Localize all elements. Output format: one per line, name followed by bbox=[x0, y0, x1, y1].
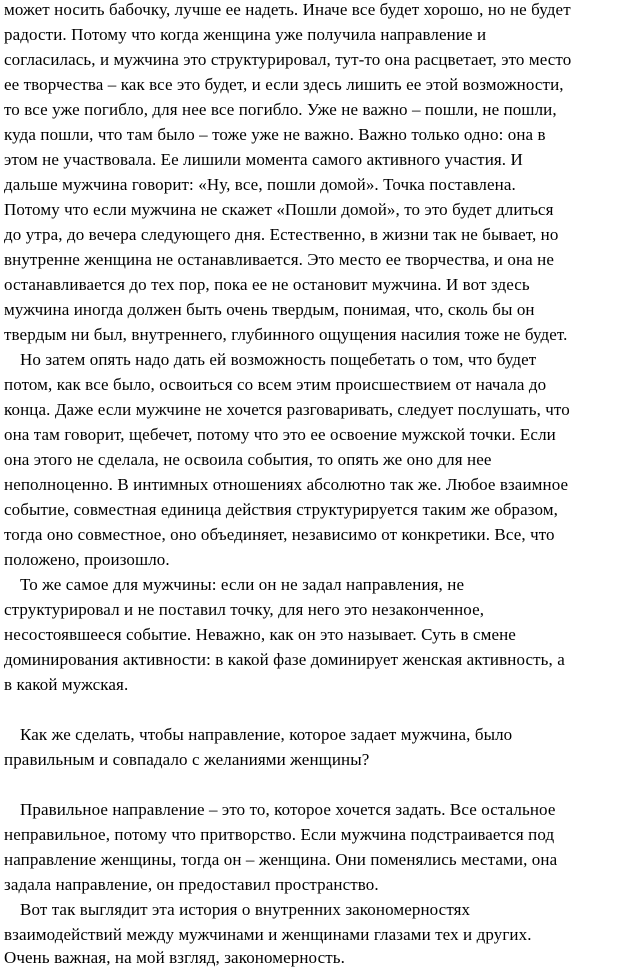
text-line: положено, произошло. bbox=[4, 550, 170, 569]
text-line: взаимодействий между мужчинами и женщинами глазами тех и других. bbox=[4, 925, 532, 944]
text-line: Потому что если мужчина не скажет «Пошли домой», то это будет длиться bbox=[4, 200, 554, 219]
question-line: правильным и совпадало с желаниями женщины? bbox=[4, 750, 370, 769]
text-line: конца. Даже если мужчине не хочется разговаривать, следует послушать, что bbox=[4, 400, 570, 419]
text-line: Очень важная, на мой взгляд, закономерность. bbox=[4, 948, 345, 967]
question-line: Как же сделать, чтобы направление, которое задает мужчина, было bbox=[20, 725, 513, 744]
text-line: дальше мужчина говорит: «Ну, все, пошли домой». Точка поставлена. bbox=[4, 175, 516, 194]
paragraph-first-line: Вот так выглядит эта история о внутренних закономерностях bbox=[20, 900, 471, 919]
text-line: несостоявшееся событие. Неважно, как он это называет. Суть в смене bbox=[4, 625, 516, 644]
text-line: в какой мужская. bbox=[4, 675, 129, 694]
text-line: она там говорит, щебечет, потому что это ее освоение мужской точки. Если bbox=[4, 425, 556, 444]
text-line: задала направление, он предоставил пространство. bbox=[4, 875, 379, 894]
text-line: событие, совместная единица действия структурируется таким же образом, bbox=[4, 500, 559, 519]
paragraph-first-line: Правильное направление – это то, которое хочется задать. Все остальное bbox=[20, 800, 556, 819]
text-line: может носить бабочку, лучше ее надеть. Иначе все будет хорошо, но не будет bbox=[4, 0, 571, 19]
text-line: куда пошли, что там было – тоже уже не важно. Важно только одно: она в bbox=[4, 125, 546, 144]
text-line: твердым ни был, внутреннего, глубинного ощущения насилия тоже не будет. bbox=[4, 325, 568, 344]
text-line: она этого не сделала, не освоила события, то опять же оно для нее bbox=[4, 450, 492, 469]
text-line: ее творчества – как все это будет, и если здесь лишить ее этой возможности, bbox=[4, 75, 564, 94]
text-line: мужчина иногда должен быть очень твердым, понимая, что, сколь бы он bbox=[4, 300, 535, 319]
text-line: тогда оно совместное, оно объединяет, независимо от конкретики. Все, что bbox=[4, 525, 555, 544]
text-line: неправильное, потому что притворство. Если мужчина подстраивается под bbox=[4, 825, 555, 844]
text-line: этом не участвовала. Ее лишили момента самого активного участия. И bbox=[4, 150, 523, 169]
text-line: потом, как все было, освоиться со всем этим происшествием от начала до bbox=[4, 375, 547, 394]
text-line: структурировал и не поставил точку, для него это незаконченное, bbox=[4, 600, 485, 619]
paragraph-first-line: Но затем опять надо дать ей возможность пощебетать о том, что будет bbox=[20, 350, 537, 369]
text-line: доминирования активности: в какой фазе доминирует женская активность, а bbox=[4, 650, 565, 669]
text-line: внутренне женщина не останавливается. Это место ее творчества, и она не bbox=[4, 250, 554, 269]
text-line: радости. Потому что когда женщина уже получила направление и bbox=[4, 25, 487, 44]
paragraph-first-line: То же самое для мужчины: если он не задал направления, не bbox=[20, 575, 465, 594]
text-line: неполноценно. В интимных отношениях абсолютно так же. Любое взаимное bbox=[4, 475, 569, 494]
text-line: согласилась, и мужчина это структурировал, тут-то она расцветает, это место bbox=[4, 50, 572, 69]
text-line: останавливается до тех пор, пока ее не остановит мужчина. И вот здесь bbox=[4, 275, 530, 294]
text-line: до утра, до вечера следующего дня. Естественно, в жизни так не бывает, но bbox=[4, 225, 559, 244]
text-line: направление женщины, тогда он – женщина. Они поменялись местами, она bbox=[4, 850, 558, 869]
text-line: то все уже погибло, для нее все погибло. Уже не важно – пошли, не пошли, bbox=[4, 100, 557, 119]
